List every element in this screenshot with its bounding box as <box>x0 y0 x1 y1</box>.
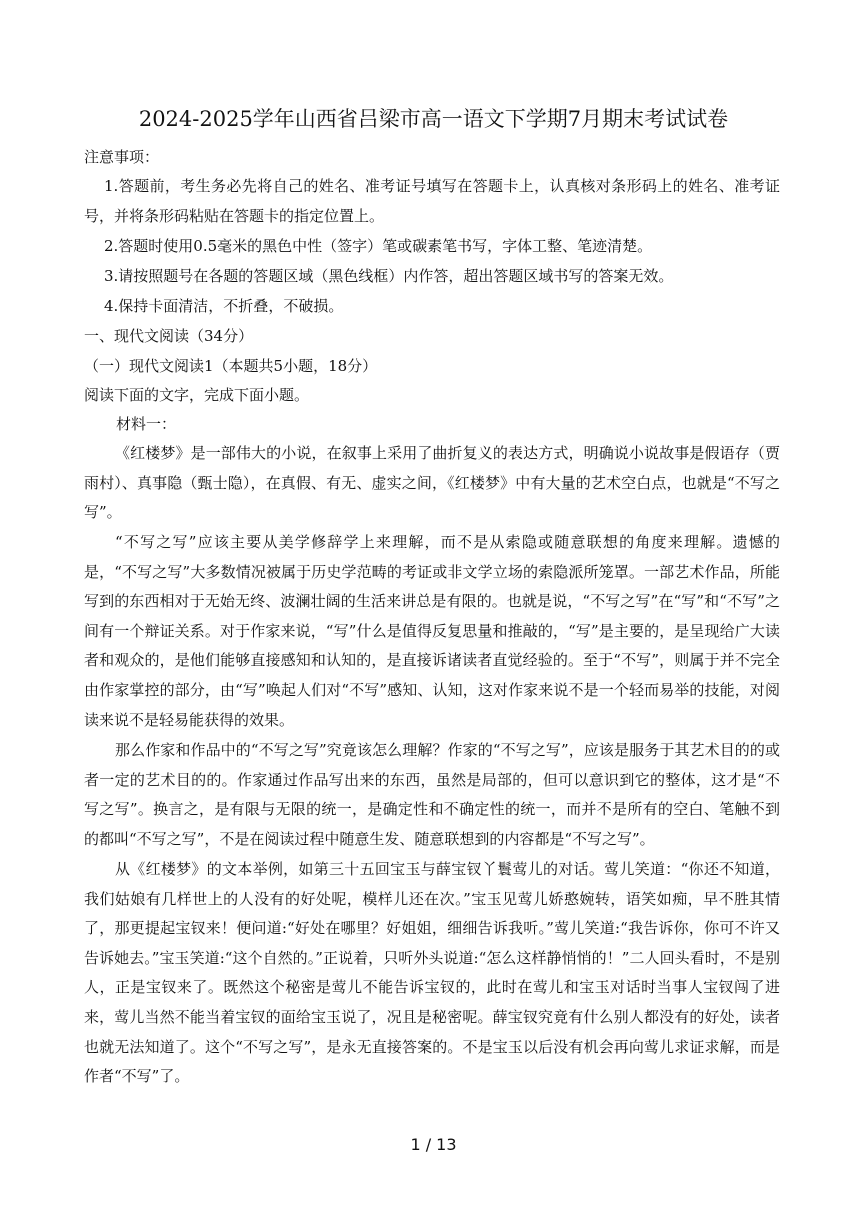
notice-item-1: 1.答题前，考生务必先将自己的姓名、准考证号填写在答题卡上，认真核对条形码上的姓名、准考证号，并将条形码粘贴在答题卡的指定位置上。 <box>84 177 780 225</box>
paragraph-4: 从《红楼梦》的文本举例，如第三十五回宝玉与薛宝钗丫鬟莺儿的对话。莺儿笑道：“你还不知道，我们姑娘有几样世上的人没有的好处呢，模样儿还在次。”宝玉见莺儿娇憨婉转，语笑如痴，早不胜其情了，那更提起宝钗来！便问道:“好处在哪里？好姐姐，细细告诉我听。”莺儿笑道:“我告诉你，你可不许又告诉她去。”宝玉笑道:“这个自然的。”正说着，只听外头说道:“怎么这样静悄悄的！”二人回头看时，不是别人，正是宝钗来了。既然这个秘密是莺儿不能告诉宝钗的，此时在莺儿和宝玉对话时当事人宝钗闯了进来，莺儿当然不能当着宝钗的面给宝玉说了，况且是秘密呢。薛宝钗究竟有什么别人都没有的好处，读者也就无法知道了。这个“不写之写”，是永无直接答案的。不是宝玉以后没有机会再向莺儿求证求解，而是作者“不写”了。 <box>84 860 780 1086</box>
notice-item-3: 3.请按照题号在各题的答题区域（黑色线框）内作答，超出答题区域书写的答案无效。 <box>104 267 674 285</box>
section-heading: 一、现代文阅读（34分） <box>84 327 254 345</box>
exam-title: 2024-2025学年山西省吕梁市高一语文下学期7月期末考试试卷 <box>138 107 729 131</box>
page-indicator: 1 / 13 <box>410 1135 457 1154</box>
subsection-heading: （一）现代文阅读1（本题共5小题，18分） <box>84 357 378 375</box>
reading-instruction: 阅读下面的文字，完成下面小题。 <box>84 386 310 404</box>
paragraph-1: 《红楼梦》是一部伟大的小说，在叙事上采用了曲折复义的表达方式，明确说小说故事是假语存（贾雨村）、真事隐（甄士隐），在真假、有无、虚实之间，《红楼梦》中有大量的艺术空白点，也就是“不写之写”。 <box>84 444 780 522</box>
paragraph-3: 那么作家和作品中的“不写之写”究竟该怎么理解？作家的“不写之写”，应该是服务于其艺术目的的或者一定的艺术目的的。作家通过作品写出来的东西，虽然是局部的，但可以意识到它的整体，这才是“不写之写”。换言之，是有限与无限的统一，是确定性和不确定性的统一，而并不是所有的空白、笔触不到的都叫“不写之写”，不是在阅读过程中随意生发、随意联想到的内容都是“不写之写”。 <box>84 741 780 848</box>
notice-heading: 注意事项： <box>84 148 160 166</box>
notice-item-2: 2.答题时使用0.5毫米的黑色中性（签字）笔或碳素笔书写，字体工整、笔迹清楚。 <box>104 237 653 255</box>
paragraph-2: “不写之写”应该主要从美学修辞学上来理解，而不是从索隐或随意联想的角度来理解。遗憾的是，“不写之写”大多数情况被属于历史学范畴的考证或非文学立场的索隐派所笼罩。一部艺术作品，所能写到的东西相对于无始无终、波澜壮阔的生活来讲总是有限的。也就是说，“不写之写”在“写”和“不写”之间有一个辩证关系。对于作家来说，“写”什么是值得反复思量和推敲的，“写”是主要的，是呈现给广大读者和观众的，是他们能够直接感知和认知的，是直接诉诸读者直觉经验的。至于“不写”，则属于并不完全由作家掌控的部分，由“写”唤起人们对“不写”感知、认知，这对作家来说不是一个轻而易举的技能，对阅读来说不是轻易能获得的效果。 <box>84 533 780 729</box>
material-label: 材料一： <box>116 415 177 433</box>
notice-item-4: 4.保持卡面清洁，不折叠，不破损。 <box>104 297 344 315</box>
